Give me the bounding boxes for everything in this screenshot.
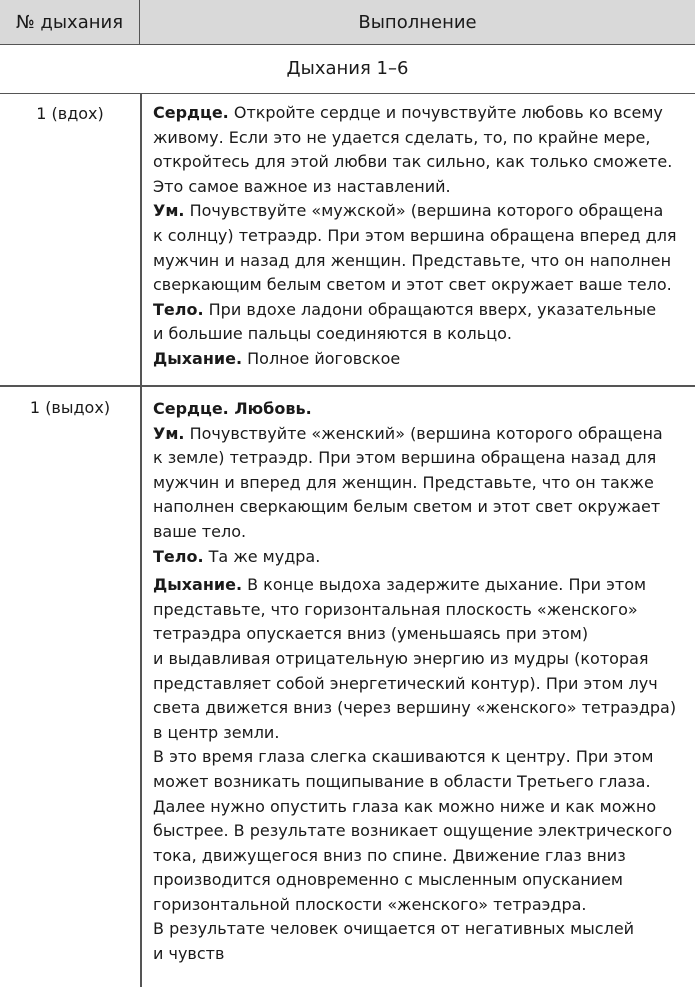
- text-line: наполнен сверкающим белым светом и этот свет окружает: [153, 497, 661, 517]
- text-line: горизонтальной плоскости «женского» тетраэдра.: [153, 894, 587, 914]
- text-line: и чувств: [153, 944, 225, 964]
- text-line: Дыхание. В конце выдоха задержите дыхание. При этом: [153, 575, 647, 595]
- text-line: Сердце. Любовь.: [153, 399, 312, 418]
- body-label: Тело.: [153, 546, 204, 566]
- text-line: сверкающим белым светом и этот свет окружает ваше тело.: [153, 275, 672, 295]
- body-label: Тело.: [153, 299, 204, 319]
- text-line: Ум. Почувствуйте «мужской» (вершина которого обращена: [153, 201, 664, 221]
- header-number: № дыхания: [0, 0, 140, 44]
- text-line: представляет собой энергетический контур). При этом луч: [153, 673, 658, 693]
- text-line: света движется вниз (через вершину «женского» тетраэдра): [153, 698, 677, 718]
- header-execution: Выполнение: [358, 11, 477, 33]
- text-line: Ум. Почувствуйте «женский» (вершина которого обращена: [153, 423, 663, 443]
- text-line: к солнцу) тетраэдр. При этом вершина обращена вперед для: [153, 225, 677, 245]
- heart-label: Сердце.: [153, 103, 229, 122]
- text-line: к земле) тетраэдр. При этом вершина обращена назад для: [153, 448, 657, 468]
- text-line: и большие пальцы соединяются в кольцо.: [153, 324, 512, 344]
- text-line: откройтесь для этой любви так сильно, как только сможете.: [153, 152, 673, 172]
- text-line: живому. Если это не удается сделать, то, по крайне мере,: [153, 127, 651, 147]
- table-header: [0, 0, 695, 45]
- text-line: представьте, что горизонтальная плоскость «женского»: [153, 599, 638, 619]
- row-content: [153, 101, 688, 372]
- breath-label: Дыхание.: [153, 575, 243, 595]
- text-line: тетраэдра опускается вниз (уменьшаясь при этом): [153, 624, 589, 644]
- text-line: мужчин и назад для женщин. Представьте, что он наполнен: [153, 250, 672, 270]
- text-line: и выдавливая отрицательную энергию из мудры (которая: [153, 648, 649, 668]
- breath-label: Дыхание.: [153, 348, 243, 368]
- section-title: Дыхания 1–6: [0, 44, 695, 94]
- column-divider: [140, 94, 142, 987]
- row-number: 1 (выдох): [29, 398, 111, 417]
- text-line: может возникать пощипывание в области Третьего глаза.: [153, 771, 651, 791]
- text-line: Дыхание. Полное йоговское: [153, 348, 401, 368]
- text-line: тока, движущегося вниз по спине. Движение глаз вниз: [153, 845, 626, 865]
- text-line: мужчин и вперед для женщин. Представьте, что он также: [153, 472, 654, 492]
- mind-label: Ум.: [153, 423, 185, 443]
- text-line: В это время глаза слегка скашиваются к центру. При этом: [153, 747, 654, 767]
- row-number: 1 (вдох): [36, 104, 104, 123]
- row-divider: [0, 385, 695, 387]
- text-line: Сердце. Откройте сердце и почувствуйте любовь ко всему: [153, 103, 663, 122]
- text-line: ваше тело.: [153, 521, 247, 541]
- mind-label: Ум.: [153, 201, 185, 221]
- text-line: быстрее. В результате возникает ощущение электрического: [153, 821, 673, 841]
- text-line: в центр земли.: [153, 722, 280, 742]
- text-line: Далее нужно опустить глаза как можно ниже и как можно: [153, 796, 657, 816]
- text-line: Это самое важное из наставлений.: [153, 176, 451, 196]
- heart-label: Сердце.: [153, 399, 229, 418]
- text-line: Тело. Та же мудра.: [153, 546, 321, 566]
- row-content: [153, 397, 688, 967]
- text-line: В результате человек очищается от негативных мыслей: [153, 919, 635, 939]
- text-line: производится одновременно с мысленным опусканием: [153, 870, 623, 890]
- text-line: Тело. При вдохе ладони обращаются вверх, указательные: [153, 299, 657, 319]
